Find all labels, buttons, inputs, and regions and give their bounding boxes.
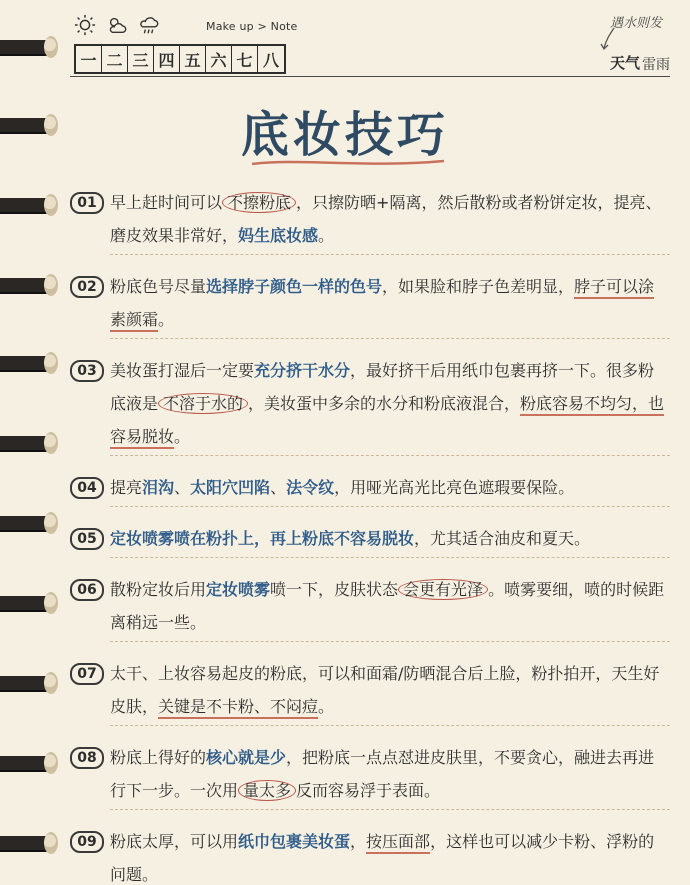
tips-list (70, 186, 670, 885)
circled-text: 量太多 (238, 780, 296, 801)
tip-text-segment: 粉底色号尽量 (110, 277, 207, 296)
tip-text-segment: 太干、上妆容易起皮的粉底，可以和面霜/防晒混合后上脸，粉扑拍开，天生好皮肤， (110, 664, 660, 716)
binder-ring (0, 198, 52, 212)
tip-divider (110, 809, 670, 810)
binder-ring (0, 596, 52, 610)
header-divider (70, 76, 670, 77)
weather-value: 雷雨 (642, 57, 670, 73)
header-note: Make up > Note (206, 20, 298, 33)
underlined-text: 脖子可以涂素颜霜 (110, 277, 654, 332)
tip-item (70, 657, 670, 726)
tip-number-badge: 07 (70, 663, 104, 685)
tip-item (70, 522, 670, 558)
arrow-icon (596, 26, 618, 52)
weekday-2: 二 (102, 46, 128, 72)
tip-text-segment: 。 (158, 310, 175, 329)
tip-text-segment: ，把粉底一点点怼进皮肤里，不要贪心，融进去再进行下一步。一次用 (110, 748, 655, 800)
tip-text-segment: ，只擦防晒+隔离，然后散粉或者粉饼定妆，提亮、磨皮效果非常好， (110, 193, 662, 245)
weather-icons (74, 14, 160, 36)
tip-text-segment: 。 (318, 697, 335, 716)
rain-cloud-icon (138, 14, 160, 36)
tip-item (70, 354, 670, 456)
weather-label: 天气 (609, 54, 640, 72)
tip-text-segment: 、 (270, 478, 287, 497)
tip-divider (110, 506, 670, 507)
tip-item (70, 825, 670, 885)
tip-number-badge: 06 (70, 579, 104, 601)
highlight-text: 定妆喷雾喷在粉扑上，再上粉底不容易脱妆 (110, 529, 415, 548)
highlight-text: 泪沟 (142, 478, 175, 497)
underlined-text: 粉底容易不均匀，也容易脱妆 (110, 394, 664, 449)
tip-text-segment: 提亮 (110, 478, 143, 497)
underlined-text: 关键是不卡粉、不闷痘 (158, 697, 318, 719)
tip-item (70, 741, 670, 810)
tip-text-segment: 早上赶时间可以 (110, 193, 223, 212)
tip-text-segment: 。 (318, 226, 335, 245)
tip-text (110, 573, 670, 639)
title-underline (248, 156, 448, 170)
tip-text (110, 657, 670, 723)
tip-text-segment: ，美妆蛋中多余的水分和粉底液混合， (248, 394, 521, 413)
highlight-text: 核心就是少 (206, 748, 287, 767)
tip-text-segment: 反而容易浮于表面。 (296, 781, 441, 800)
tip-number-badge: 04 (70, 477, 104, 499)
highlight-text: 选择脖子颜色一样的色号 (206, 277, 383, 296)
tip-item (70, 270, 670, 339)
tip-item (70, 573, 670, 642)
tip-divider (110, 254, 670, 255)
tip-text-segment: 粉底上得好的 (110, 748, 207, 767)
binder-ring (0, 436, 52, 450)
partly-cloudy-icon (106, 14, 128, 36)
tip-divider (110, 557, 670, 558)
highlight-text: 充分挤干水分 (254, 361, 351, 380)
tip-text (110, 522, 670, 555)
tip-text-segment: ，尤其适合油皮和夏天。 (414, 529, 591, 548)
tip-text-segment: 、 (174, 478, 191, 497)
tip-number-badge: 03 (70, 360, 104, 382)
tip-text (110, 471, 670, 504)
circled-text: 不溶于水的 (158, 393, 248, 414)
page-title: 底妆技巧 (240, 107, 449, 163)
handwritten-note: 遇水则发 (609, 16, 662, 31)
binder-ring (0, 40, 52, 54)
tip-text-segment: ， (350, 832, 367, 851)
binder-ring (0, 516, 52, 530)
weekday-5: 五 (180, 46, 206, 72)
binder-ring (0, 836, 52, 850)
underlined-text: 按压面部 (366, 832, 430, 854)
tip-text-segment: 粉底太厚，可以用 (110, 832, 239, 851)
tip-text (110, 354, 670, 453)
tip-number-badge: 01 (70, 192, 104, 214)
page-header (70, 10, 670, 80)
weekday-1: 一 (76, 46, 102, 72)
tip-divider (110, 338, 670, 339)
highlight-text: 法令纹 (286, 478, 335, 497)
binder-ring (0, 676, 52, 690)
tip-item (70, 186, 670, 255)
weekday-selector (74, 44, 286, 74)
tip-divider (110, 725, 670, 726)
binder-ring (0, 756, 52, 770)
highlight-text: 定妆喷雾 (206, 580, 271, 599)
weekday-7: 七 (232, 46, 258, 72)
tip-text-segment: ，最好挤干后用纸巾包裹再挤一下。很多粉底液是 (110, 361, 655, 413)
tip-divider (110, 641, 670, 642)
highlight-text: 太阳穴凹陷 (190, 478, 271, 497)
tip-text (110, 270, 670, 336)
highlight-text: 纸巾包裹美妆蛋 (238, 832, 351, 851)
tip-text-segment: ，用哑光高光比亮色遮瑕要保险。 (334, 478, 575, 497)
tip-number-badge: 09 (70, 831, 104, 853)
tip-number-badge: 05 (70, 528, 104, 550)
tip-text-segment: 散粉定妆后用 (110, 580, 207, 599)
tip-number-badge: 02 (70, 276, 104, 298)
sun-icon (74, 14, 96, 36)
highlight-text: 妈生底妆感 (238, 226, 319, 245)
tip-text-segment: 美妆蛋打湿后一定要 (110, 361, 255, 380)
tip-divider (110, 455, 670, 456)
tip-text-segment: ，如果脸和脖子色差明显， (382, 277, 575, 296)
tip-item (70, 471, 670, 507)
circled-text: 会更有光泽 (398, 579, 488, 600)
weekday-6: 六 (206, 46, 232, 72)
tip-text (110, 186, 670, 252)
weekday-3: 三 (128, 46, 154, 72)
tip-text-segment: 。 (174, 427, 191, 446)
binder-ring (0, 356, 52, 370)
tip-text (110, 741, 670, 807)
binder-ring (0, 278, 52, 292)
weekday-8: 八 (262, 50, 279, 70)
tip-text-segment: 。喷雾要细，喷的时候距离稍远一些。 (110, 580, 665, 632)
tip-text-segment: 喷一下，皮肤状态 (270, 580, 399, 599)
tip-number-badge: 08 (70, 747, 104, 769)
weekday-4: 四 (154, 46, 180, 72)
circled-text: 不擦粉底 (222, 192, 296, 213)
tip-text (110, 825, 670, 885)
tip-text-segment: ，这样也可以减少卡粉、浮粉的问题。 (110, 832, 655, 884)
